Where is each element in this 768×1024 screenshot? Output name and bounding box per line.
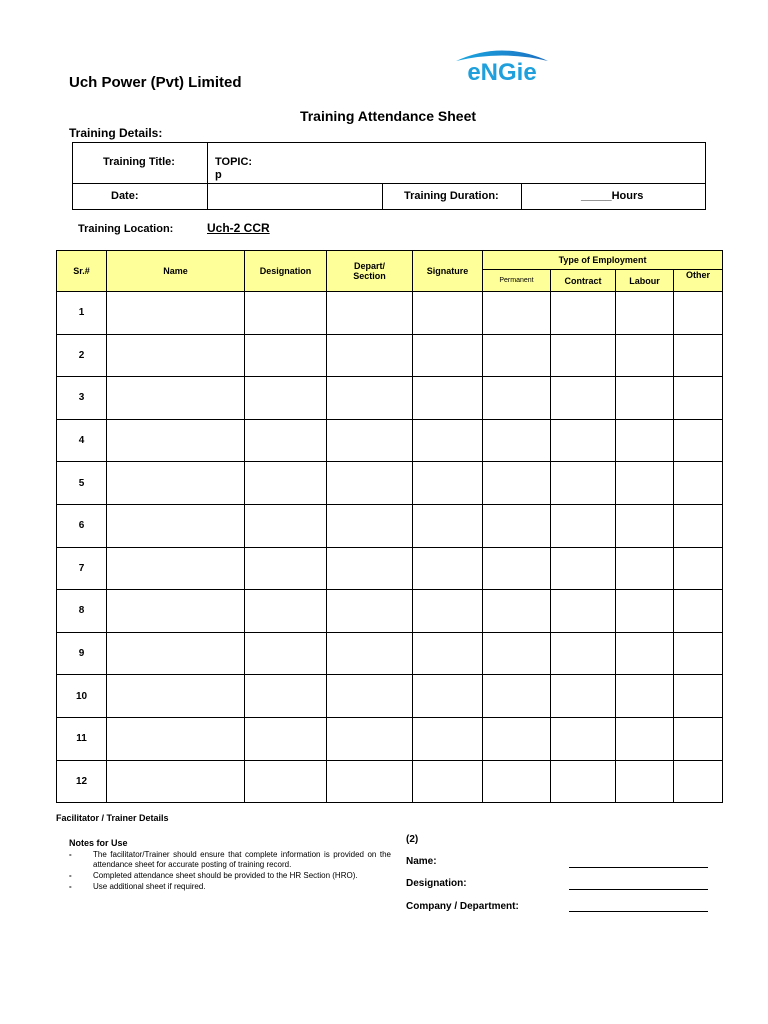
designation-cell[interactable] [245, 717, 327, 760]
other-cell[interactable] [674, 334, 723, 377]
training-details-label: Training Details: [69, 126, 163, 140]
permanent-cell[interactable] [483, 675, 551, 718]
date-label-cell [73, 184, 207, 210]
depart-cell[interactable] [327, 334, 413, 377]
table-row [57, 760, 723, 803]
document-title: Training Attendance Sheet [299, 108, 477, 124]
contract-cell[interactable] [551, 292, 616, 335]
sr-cell: 4 [57, 419, 107, 462]
contract-cell[interactable] [551, 717, 616, 760]
company-department-label: Company / Department: [406, 901, 519, 912]
table-row [57, 462, 723, 505]
depart-cell[interactable] [327, 717, 413, 760]
header-other: Other [674, 270, 723, 292]
header-name: Name [107, 251, 245, 292]
labour-cell[interactable] [616, 504, 674, 547]
signature-cell[interactable] [413, 504, 483, 547]
permanent-cell[interactable] [483, 462, 551, 505]
permanent-cell[interactable] [483, 760, 551, 803]
contract-cell[interactable] [551, 462, 616, 505]
duration-label-cell [382, 184, 521, 210]
header-designation: Designation [245, 251, 327, 292]
permanent-cell[interactable] [483, 504, 551, 547]
designation-cell[interactable] [245, 760, 327, 803]
permanent-cell[interactable] [483, 419, 551, 462]
other-cell[interactable] [674, 590, 723, 633]
table-row [57, 334, 723, 377]
sr-cell: 1 [57, 292, 107, 335]
duration-label: Training Duration: [404, 190, 499, 202]
designation-cell[interactable] [245, 590, 327, 633]
labour-cell[interactable] [616, 547, 674, 590]
table-row [57, 419, 723, 462]
contract-cell[interactable] [551, 675, 616, 718]
other-cell[interactable] [674, 675, 723, 718]
name-cell[interactable] [107, 377, 245, 420]
permanent-cell[interactable] [483, 590, 551, 633]
training-title-value-cell[interactable] [207, 143, 707, 183]
designation-cell[interactable] [245, 504, 327, 547]
signature-cell[interactable] [413, 760, 483, 803]
signature-cell[interactable] [413, 590, 483, 633]
depart-cell[interactable] [327, 462, 413, 505]
name-cell[interactable] [107, 504, 245, 547]
contract-cell[interactable] [551, 632, 616, 675]
designation-cell[interactable] [245, 547, 327, 590]
designation-cell[interactable] [245, 462, 327, 505]
notes-list [69, 850, 391, 893]
name-cell[interactable] [107, 675, 245, 718]
name-cell[interactable] [107, 760, 245, 803]
contract-cell[interactable] [551, 760, 616, 803]
header-sr: Sr.# [57, 251, 107, 292]
signature-cell[interactable] [413, 717, 483, 760]
contract-cell[interactable] [551, 334, 616, 377]
name-cell[interactable] [107, 462, 245, 505]
company-department-line[interactable] [569, 911, 708, 912]
training-location-label: Training Location: [78, 223, 174, 235]
notes-title: Notes for Use [69, 838, 128, 848]
sr-cell: 2 [57, 334, 107, 377]
labour-cell[interactable] [616, 377, 674, 420]
topic-label: TOPIC: [215, 156, 253, 168]
note-marker: - [69, 871, 72, 880]
other-cell[interactable] [674, 717, 723, 760]
duration-value: _____Hours [581, 190, 644, 202]
header-signature: Signature [413, 251, 483, 292]
sr-cell: 8 [57, 590, 107, 633]
table-row [57, 590, 723, 633]
note-item [69, 882, 391, 892]
header-labour: Labour [616, 270, 674, 292]
sr-cell: 7 [57, 547, 107, 590]
name-cell[interactable] [107, 292, 245, 335]
other-cell[interactable] [674, 292, 723, 335]
note-text: Completed attendance sheet should be provided to the HR Section (HRO). [93, 871, 358, 880]
permanent-cell[interactable] [483, 547, 551, 590]
signoff-number: (2) [406, 834, 419, 845]
training-title-label-cell [73, 143, 207, 183]
sr-cell: 11 [57, 717, 107, 760]
header-depart-section [327, 251, 413, 292]
date-value-cell[interactable] [207, 184, 382, 210]
name-line[interactable] [569, 867, 708, 868]
name-cell[interactable] [107, 334, 245, 377]
other-cell[interactable] [674, 632, 723, 675]
note-text: The facilitator/Trainer should ensure that complete information is provided on the attendance sheet for accurate posting of training record. [93, 850, 391, 869]
permanent-cell[interactable] [483, 632, 551, 675]
date-label: Date: [111, 190, 139, 202]
header-type-of-employment: Type of Employment [483, 251, 723, 270]
labour-cell[interactable] [616, 334, 674, 377]
signature-cell[interactable] [413, 632, 483, 675]
training-details-box [72, 142, 706, 210]
other-cell[interactable] [674, 419, 723, 462]
name-cell[interactable] [107, 547, 245, 590]
designation-label: Designation: [406, 878, 467, 889]
other-cell[interactable] [674, 547, 723, 590]
svg-text:eNGie: eNGie [467, 59, 537, 86]
note-item [69, 871, 391, 881]
contract-cell[interactable] [551, 504, 616, 547]
sr-cell: 12 [57, 760, 107, 803]
name-label: Name: [406, 856, 437, 867]
other-cell[interactable] [674, 504, 723, 547]
permanent-cell[interactable] [483, 717, 551, 760]
permanent-cell[interactable] [483, 292, 551, 335]
note-marker: - [69, 850, 72, 859]
designation-line[interactable] [569, 889, 708, 890]
depart-cell[interactable] [327, 632, 413, 675]
labour-cell[interactable] [616, 590, 674, 633]
table-row [57, 632, 723, 675]
topic-value: p [215, 169, 222, 181]
note-marker: - [69, 882, 72, 891]
training-title-label: Training Title: [103, 156, 175, 168]
labour-cell[interactable] [616, 419, 674, 462]
other-cell[interactable] [674, 462, 723, 505]
depart-cell[interactable] [327, 760, 413, 803]
company-name: Uch Power (Pvt) Limited [69, 74, 242, 91]
depart-cell[interactable] [327, 419, 413, 462]
labour-cell[interactable] [616, 462, 674, 505]
engie-logo [446, 46, 558, 86]
labour-cell[interactable] [616, 675, 674, 718]
labour-cell[interactable] [616, 717, 674, 760]
duration-value-cell[interactable] [521, 184, 707, 210]
facilitator-label: Facilitator / Trainer Details [56, 813, 169, 823]
designation-cell[interactable] [245, 675, 327, 718]
designation-cell[interactable] [245, 292, 327, 335]
depart-cell[interactable] [327, 547, 413, 590]
depart-cell[interactable] [327, 292, 413, 335]
designation-cell[interactable] [245, 377, 327, 420]
depart-cell[interactable] [327, 504, 413, 547]
note-item [69, 850, 391, 870]
name-cell[interactable] [107, 717, 245, 760]
table-row [57, 292, 723, 335]
depart-cell[interactable] [327, 377, 413, 420]
header-permanent: Permanent [483, 270, 551, 292]
contract-cell[interactable] [551, 590, 616, 633]
labour-cell[interactable] [616, 632, 674, 675]
other-cell[interactable] [674, 377, 723, 420]
designation-cell[interactable] [245, 334, 327, 377]
header-depart-line2: Section [353, 271, 386, 281]
permanent-cell[interactable] [483, 377, 551, 420]
sr-cell: 10 [57, 675, 107, 718]
labour-cell[interactable] [616, 760, 674, 803]
header-depart-line1: Depart/ [353, 261, 385, 271]
contract-cell[interactable] [551, 419, 616, 462]
training-title-row [73, 143, 705, 184]
table-row [57, 717, 723, 760]
attendance-table [56, 250, 723, 803]
signature-cell[interactable] [413, 547, 483, 590]
other-cell[interactable] [674, 760, 723, 803]
table-row [57, 547, 723, 590]
name-cell[interactable] [107, 419, 245, 462]
designation-cell[interactable] [245, 419, 327, 462]
signature-cell[interactable] [413, 377, 483, 420]
sr-cell: 6 [57, 504, 107, 547]
sr-cell: 3 [57, 377, 107, 420]
table-row [57, 504, 723, 547]
signature-cell[interactable] [413, 462, 483, 505]
table-row [57, 377, 723, 420]
table-row [57, 675, 723, 718]
signature-cell[interactable] [413, 419, 483, 462]
depart-cell[interactable] [327, 675, 413, 718]
sr-cell: 9 [57, 632, 107, 675]
training-location-value: Uch-2 CCR [207, 221, 270, 235]
designation-cell[interactable] [245, 632, 327, 675]
sr-cell: 5 [57, 462, 107, 505]
note-text: Use additional sheet if required. [93, 882, 206, 891]
depart-cell[interactable] [327, 590, 413, 633]
signature-cell[interactable] [413, 292, 483, 335]
signature-cell[interactable] [413, 675, 483, 718]
header-contract: Contract [551, 270, 616, 292]
contract-cell[interactable] [551, 547, 616, 590]
contract-cell[interactable] [551, 377, 616, 420]
name-cell[interactable] [107, 590, 245, 633]
labour-cell[interactable] [616, 292, 674, 335]
permanent-cell[interactable] [483, 334, 551, 377]
name-cell[interactable] [107, 632, 245, 675]
signature-cell[interactable] [413, 334, 483, 377]
